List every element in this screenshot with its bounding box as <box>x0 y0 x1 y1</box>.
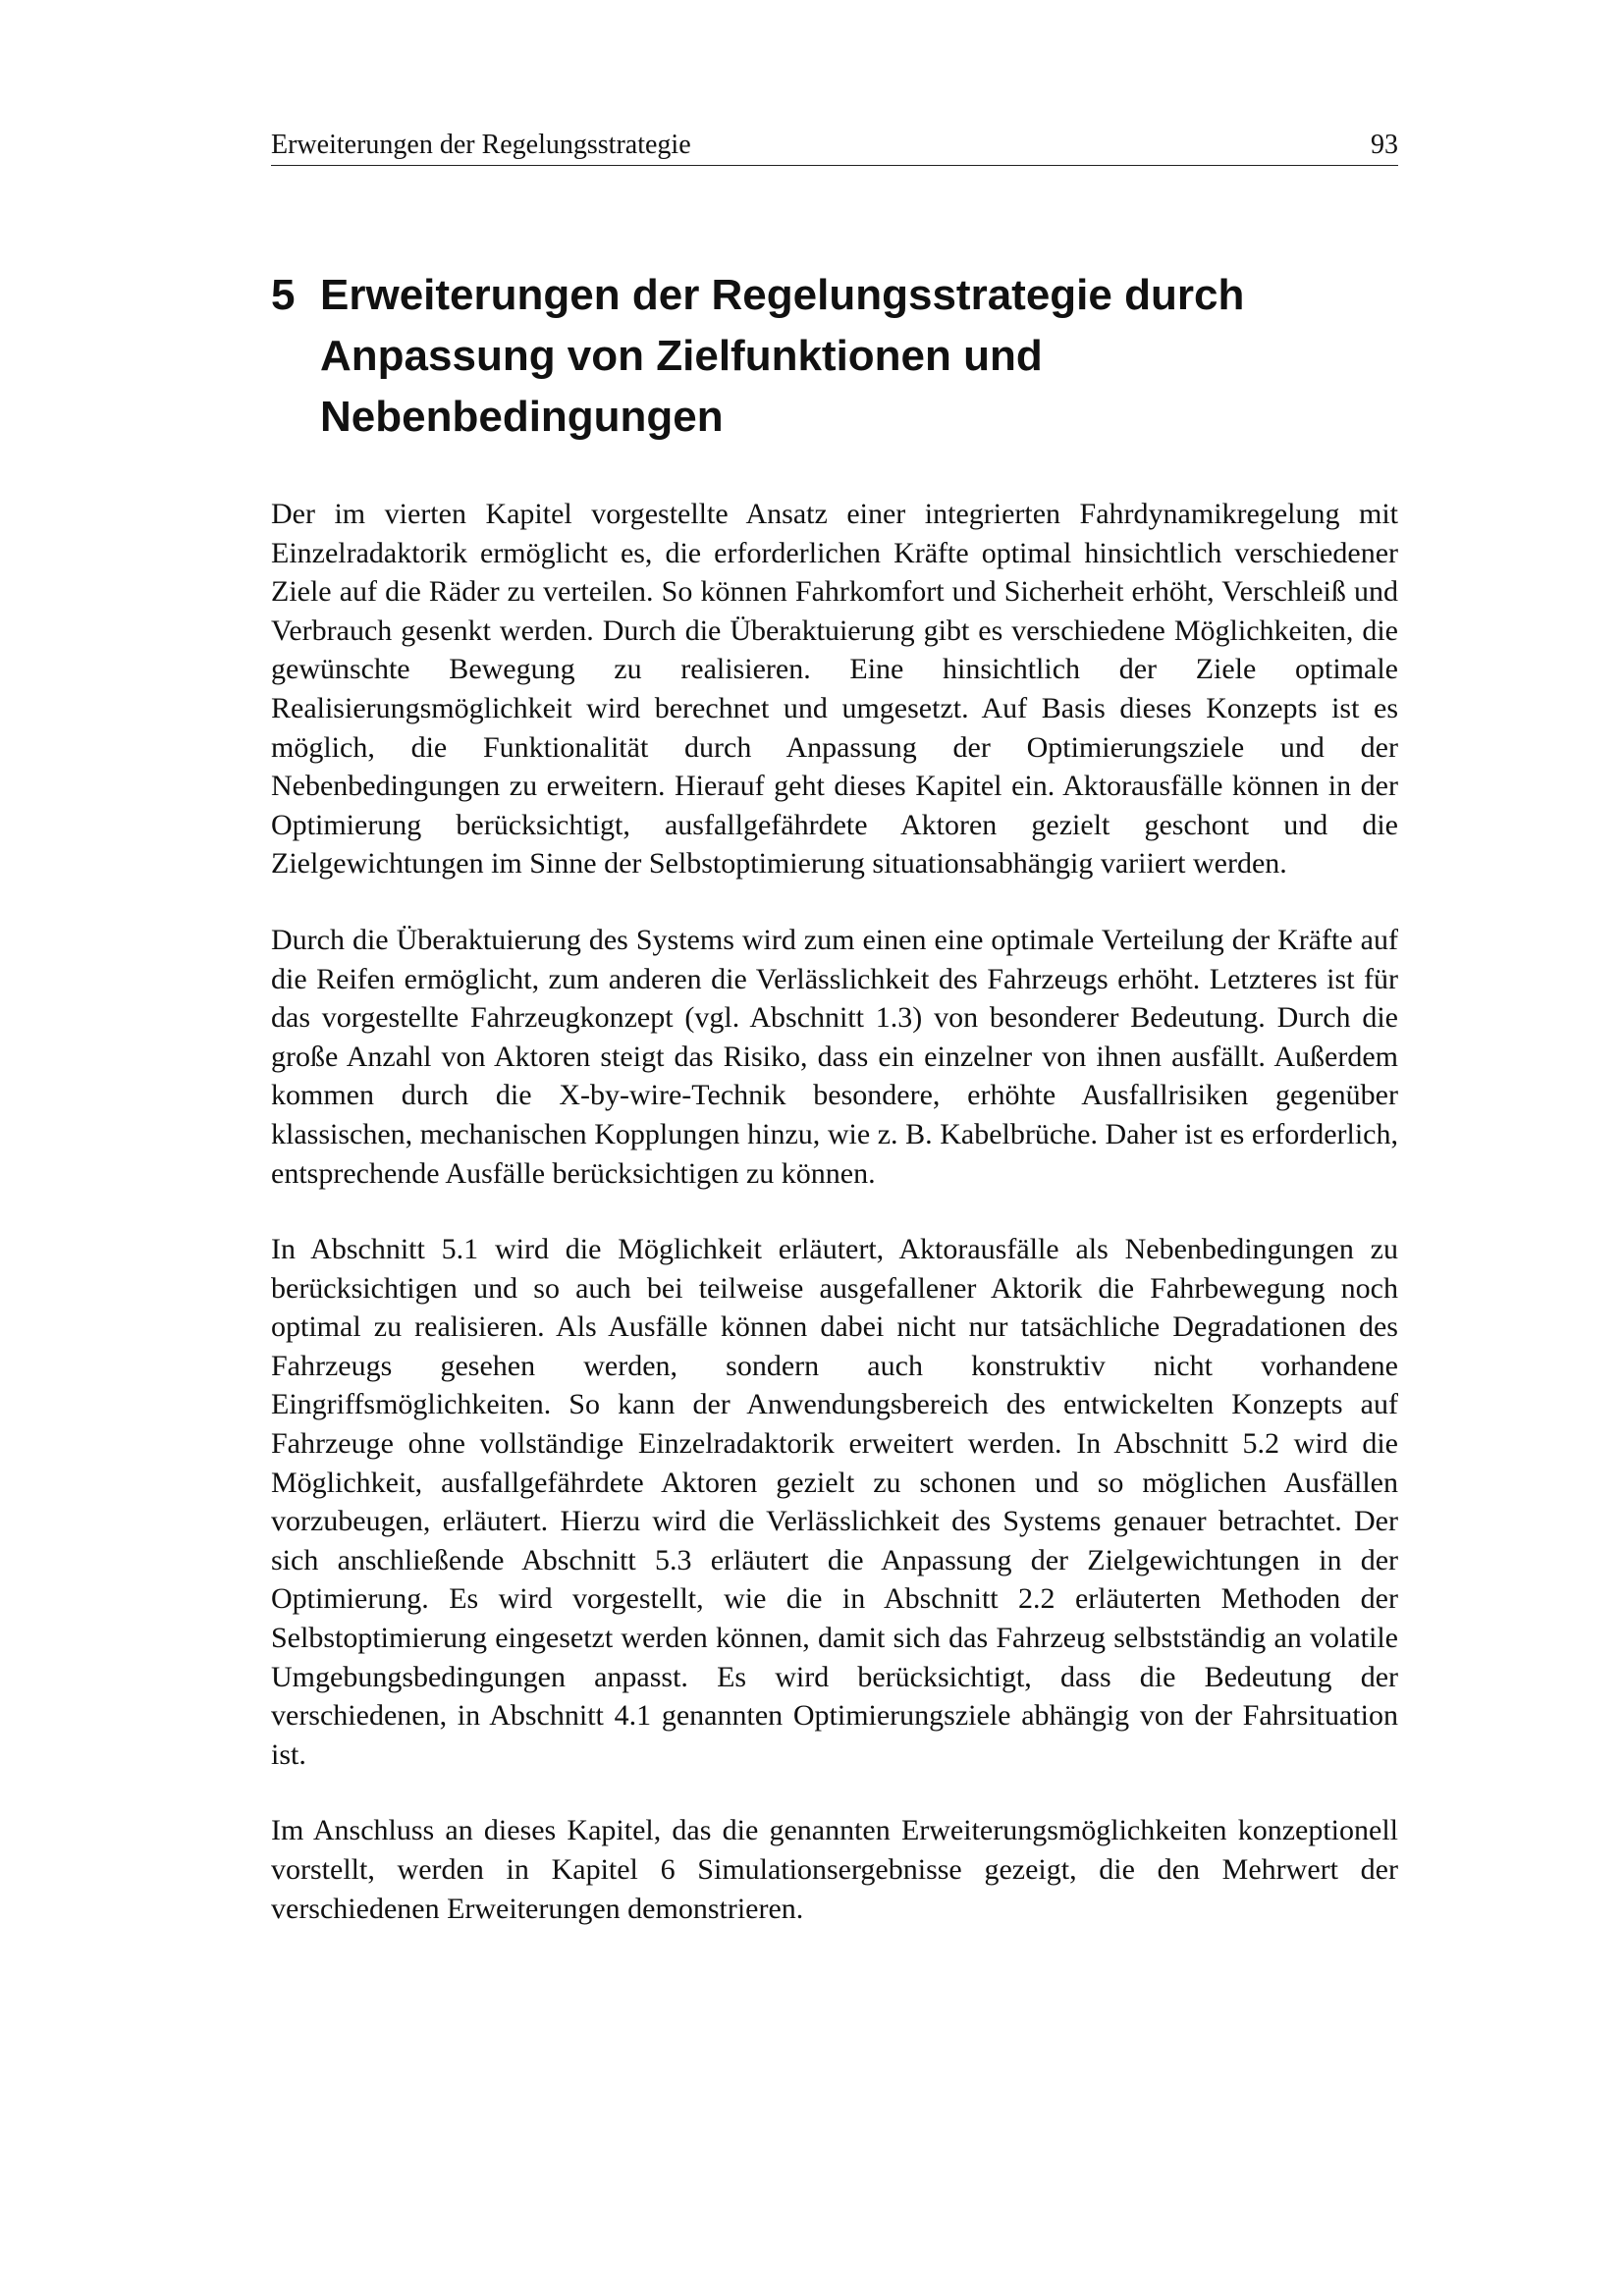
chapter-heading <box>271 265 1398 448</box>
paragraph: Im Anschluss an dieses Kapitel, das die genannten Erweiterungsmöglichkeiten konzeptionell vorstellt, werden in Kapitel 6 Simulationsergebnisse gezeigt, die den Mehrwert der verschiedenen Erweiterungen demonstrieren. <box>271 1814 1398 1925</box>
chapter-number: 5 <box>271 271 296 319</box>
running-header <box>271 126 1398 166</box>
chapter-title: Erweiterungen der Regelungsstrategie durch Anpassung von Zielfunktionen und Nebenbedingungen <box>320 271 1245 441</box>
running-title: Erweiterungen der Regelungsstrategie <box>271 130 691 160</box>
page-number: 93 <box>1371 130 1398 160</box>
body-text <box>271 495 1398 1965</box>
paragraph: Durch die Überaktuierung des Systems wird zum einen eine optimale Verteilung der Kräfte auf die Reifen ermöglicht, zum anderen die Verlässlichkeit des Fahrzeugs erhöht. Letzteres ist für das vorgestellte Fahrzeugkonzept (vgl. Abschnitt 1.3) von besonderer Bedeutung. Durch die große Anzahl von Aktoren steigt das Risiko, dass ein einzelner von ihnen ausfällt. Außerdem kommen durch die X-by-wire-Technik besondere, erhöhte Ausfallrisiken gegenüber klassischen, mechanischen Kopplungen hinzu, wie z. B. Kabelbrüche. Daher ist es erforderlich, entsprechende Ausfälle berücksichtigen zu können. <box>271 923 1398 1190</box>
paragraph: In Abschnitt 5.1 wird die Möglichkeit erläutert, Aktorausfälle als Nebenbedingungen zu berücksichtigen und so auch bei teilweise ausgefallener Aktorik die Fahrbewegung noch optimal zu realisieren. Als Ausfälle können dabei nicht nur tatsächliche Degradationen des Fahrzeugs gesehen werden, sondern auch konstruktiv nicht vorhandene Eingriffsmöglichkeiten. So kann der Anwendungsbereich des entwickelten Konzepts auf Fahrzeuge ohne vollständige Einzelradaktorik erweitert werden. In Abschnitt 5.2 wird die Möglichkeit, ausfallgefährdete Aktoren gezielt zu schonen und so möglichen Ausfällen vorzubeugen, erläutert. Hierzu wird die Verlässlichkeit des Systems genauer betrachtet. Der sich anschließende Abschnitt 5.3 erläutert die Anpassung der Zielgewichtungen in der Optimierung. Es wird vorgestellt, wie die in Abschnitt 2.2 erläuterten Methoden der Selbstoptimierung eingesetzt werden können, damit sich das Fahrzeug selbstständig an volatile Umgebungsbedingungen anpasst. Es wird berücksichtigt, dass die Bedeutung der verschiedenen, in Abschnitt 4.1 genannten Optimierungsziele abhängig von der Fahrsituation ist. <box>271 1233 1398 1771</box>
paragraph: Der im vierten Kapitel vorgestellte Ansatz einer integrierten Fahrdynamikregelung mit Einzelradaktorik ermöglicht es, die erforderlichen Kräfte optimal hinsichtlich verschiedener Ziele auf die Räder zu verteilen. So können Fahrkomfort und Sicherheit erhöht, Verschleiß und Verbrauch gesenkt werden. Durch die Überaktuierung gibt es verschiedene Möglichkeiten, die gewünschte Bewegung zu realisieren. Eine hinsichtlich der Ziele optimale Realisierungsmöglichkeit wird berechnet und umgesetzt. Auf Basis dieses Konzepts ist es möglich, die Funktionalität durch Anpassung der Optimierungsziele und der Nebenbedingungen zu erweitern. Hierauf geht dieses Kapitel ein. Aktorausfälle können in der Optimierung berücksichtigt, ausfallgefährdete Aktoren gezielt geschont und die Zielgewichtungen im Sinne der Selbstoptimierung situationsabhängig variiert werden. <box>271 498 1398 881</box>
